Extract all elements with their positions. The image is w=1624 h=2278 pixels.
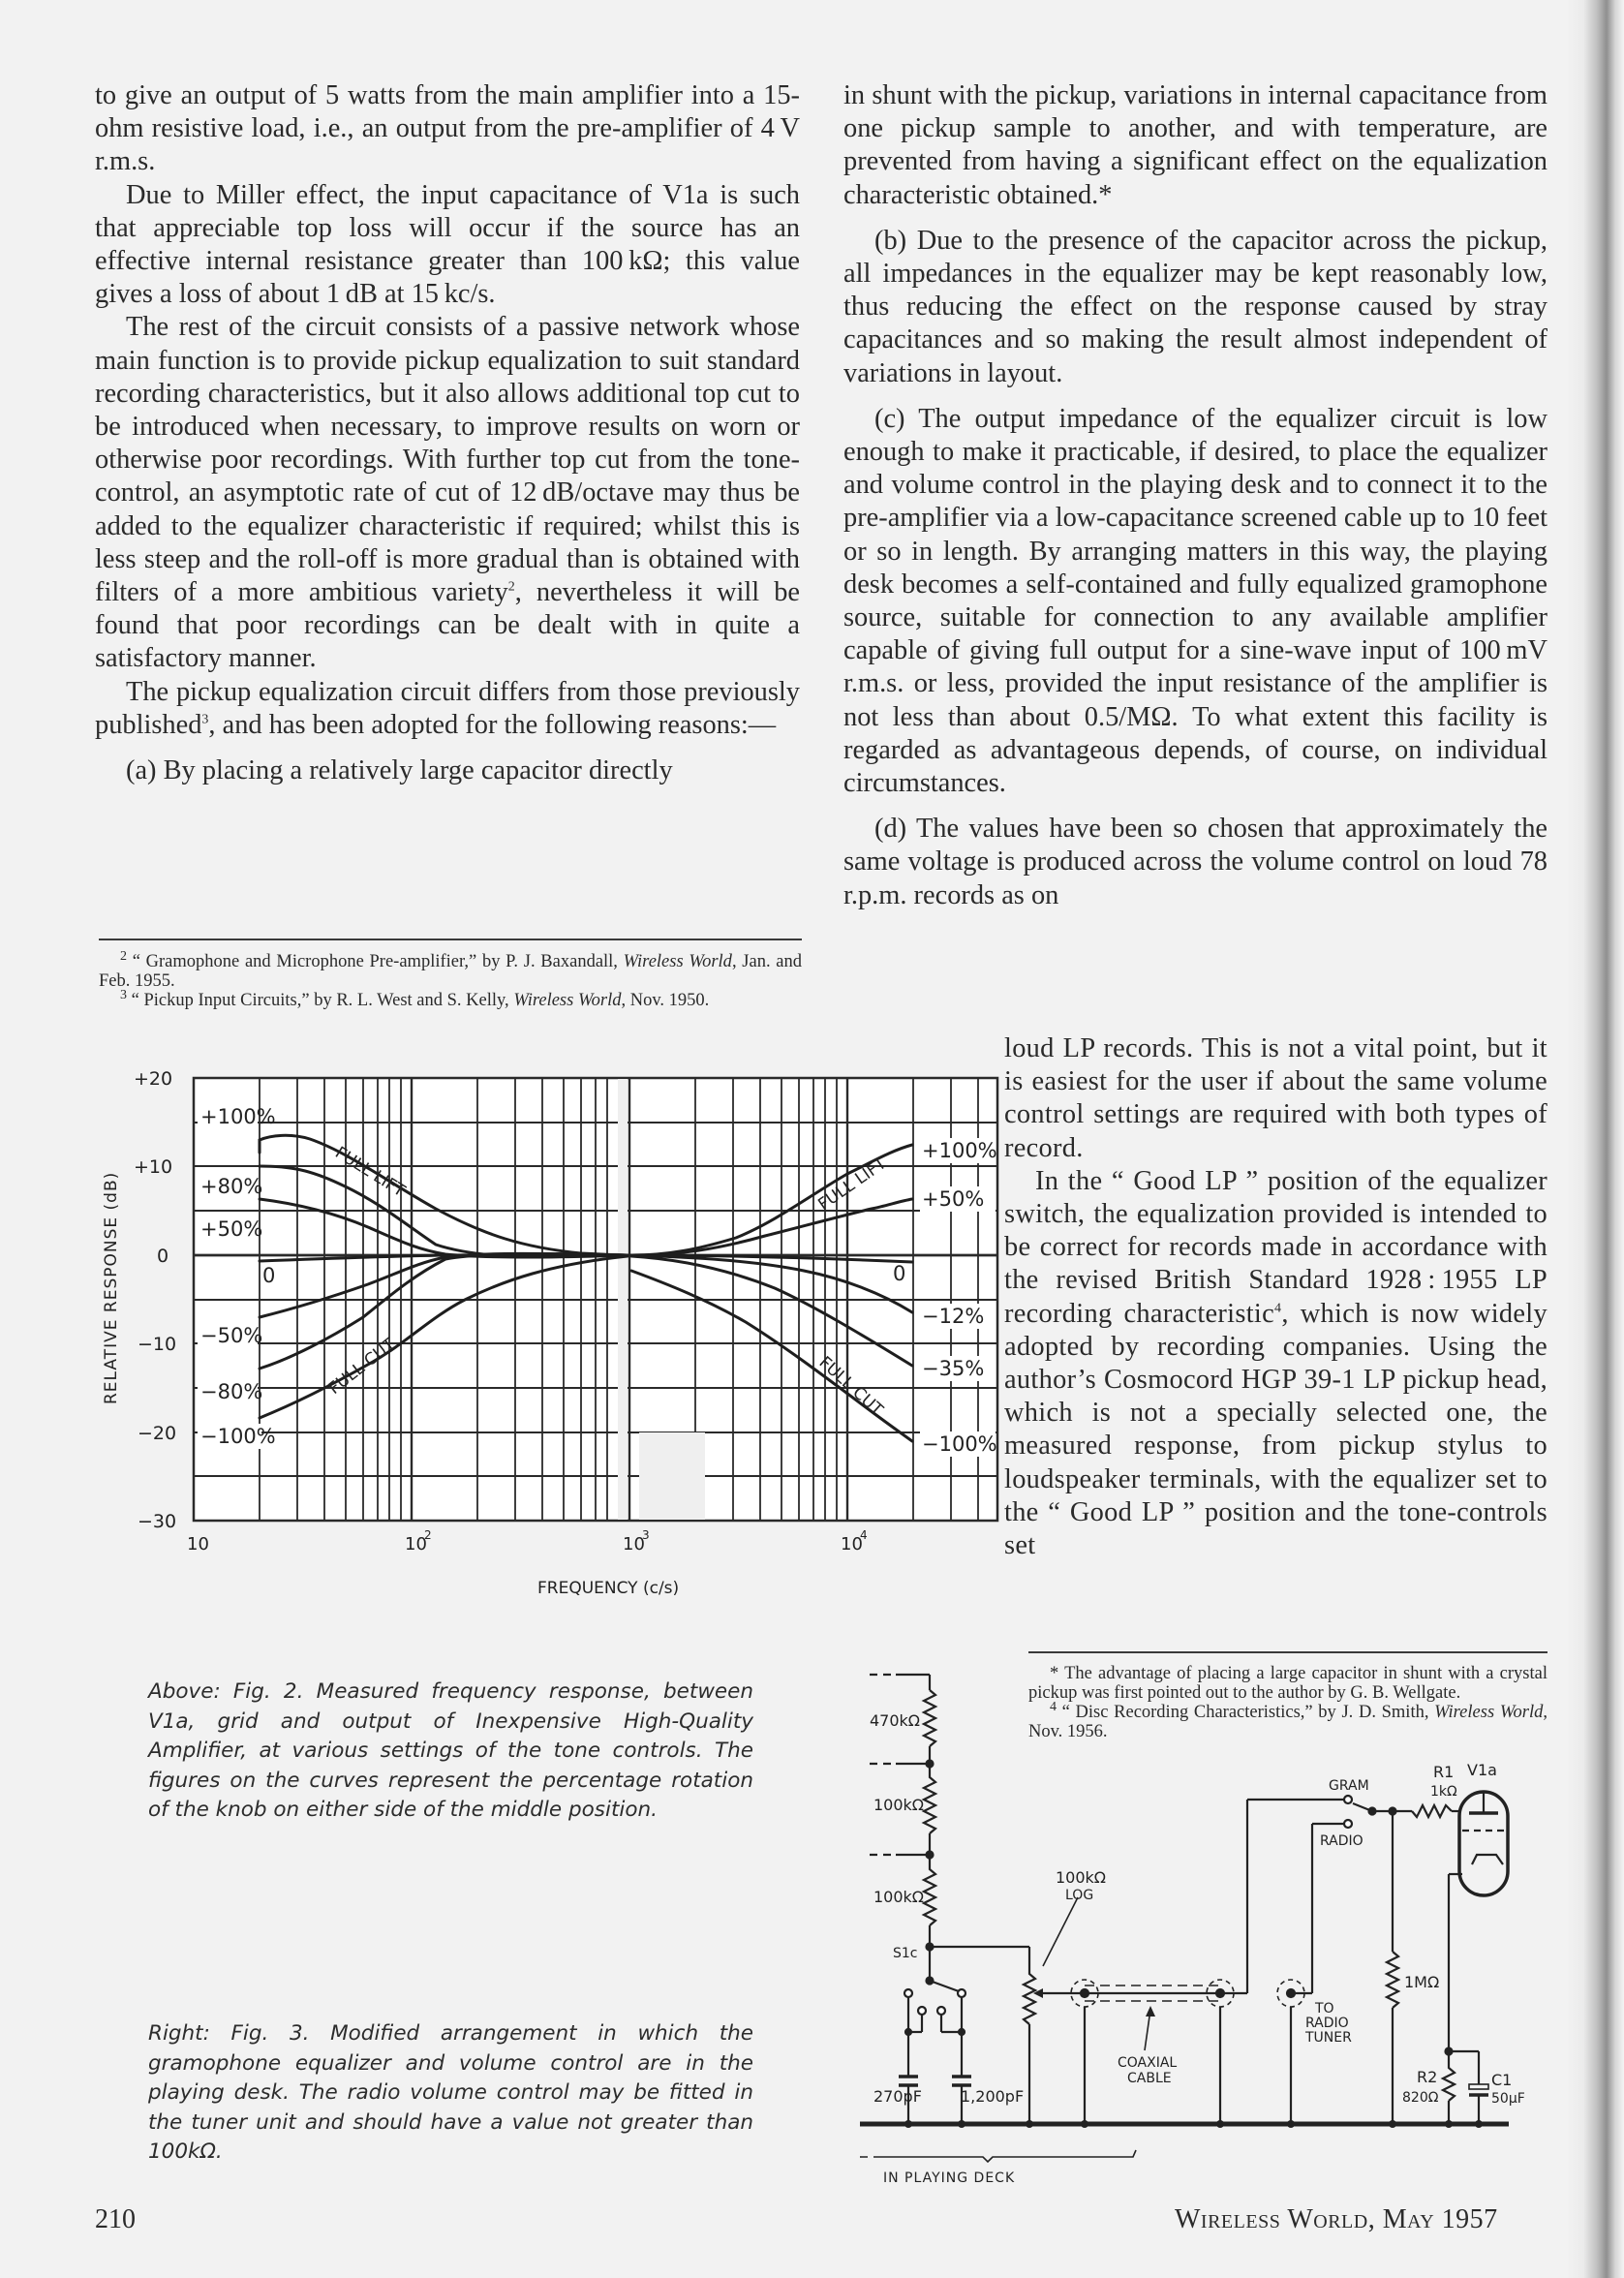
- annotation-full-lift-treble: FULL LIFT: [814, 1154, 891, 1216]
- label-to-radio: RADIO: [1305, 2016, 1349, 2031]
- paragraph: (d) The values have been so chosen that approximately the same voltage is produced across the volume control on loud 78 r.p.m. records as on: [843, 814, 1547, 910]
- switch-s1c-blade: [930, 1981, 959, 1991]
- label-c1: C1: [1491, 2071, 1513, 2089]
- annotation-full-cut-bass: FULL CUT: [324, 1335, 400, 1399]
- figure-3-caption: Right: Fig. 3. Modified arrangement in which the gramophone equalizer and volume control are in the playing desk. The radio volume control may be fitted in the tuner unit and should have a value not greater than 100kΩ.: [148, 2021, 753, 2164]
- label-s1c: S1c: [893, 1946, 918, 1961]
- label-r2-value: 820Ω: [1402, 2090, 1439, 2106]
- annotation-full-lift-bass: FULL LIFT: [331, 1143, 409, 1202]
- page-number: 210: [95, 2204, 136, 2234]
- label-100k-b: 100kΩ: [873, 1888, 925, 1906]
- label-coaxial: COAXIAL: [1118, 2055, 1178, 2071]
- footnote-star: * The advantage of placing a large capacitor in shunt with a crystal pickup was first pointed out to the author by G. B. Wellgate.: [1028, 1664, 1547, 1703]
- switch-contact: [904, 1989, 912, 1997]
- label-pot: 100kΩ: [1056, 1868, 1107, 1887]
- label-to: TO: [1315, 2001, 1334, 2016]
- svg-text:0: 0: [157, 1246, 169, 1267]
- figure-2-caption: Above: Fig. 2. Measured frequency response, between V1a, grid and output of Inexpensive High-Quality Amplifier, at various settings of the tone controls. The figures on the curves represent the percentage rotation of the knob on either side of the middle position.: [148, 1679, 753, 1822]
- paragraph: to give an output of 5 watts from the main amplifier into a 15-ohm resistive load, i.e., an output from the pre-amplifier of 4 V r.m.s.: [95, 80, 800, 177]
- svg-text:+20: +20: [134, 1068, 173, 1090]
- label-cable: CABLE: [1127, 2071, 1172, 2086]
- paragraph: (b) Due to the presence of the capacitor across the pickup, all impedances in the equalizer may be kept reasonably low, thus reducing the effect on the response caused by stray capacitances and so making the result almost independent of variations in layout.: [843, 225, 1547, 388]
- switch-contact: [937, 2007, 945, 2015]
- footnote-2: $^2$ “ Gramophone and Microphone Pre-amplifier,” by P. J. Baxandall, Wireless World, Jan. and Feb. 1955.: [99, 948, 802, 991]
- x-axis-ticks: [187, 1528, 868, 1555]
- paragraph: The pickup equalization circuit differs from those previously published$^3$, and has been adopted for the following reasons:—: [95, 676, 800, 740]
- label-treble-minus12: −12%: [922, 1305, 985, 1328]
- svg-text:10: 10: [187, 1534, 209, 1555]
- label-bass-minus50: −50%: [200, 1324, 263, 1347]
- x-axis-label: FREQUENCY (c/s): [537, 1579, 680, 1598]
- circuit-wires: [860, 1675, 1509, 2189]
- page-binding-shadow: [1566, 0, 1624, 2278]
- svg-text:4: 4: [860, 1528, 868, 1542]
- caption-lead: Right: Fig. 3.: [148, 2021, 310, 2046]
- paragraph: loud LP records. This is not a vital point, but it is easiest for the user if about the same volume control settings are required with both types of record.: [1004, 1033, 1547, 1163]
- label-in-playing-deck: IN PLAYING DECK: [883, 2170, 1016, 2186]
- svg-text:−10: −10: [138, 1334, 177, 1355]
- switch-contact: [918, 2007, 926, 2015]
- paragraph: In the “ Good LP ” position of the equalizer switch, the equalization provided is intended to be correct for records made in accordance with the revised British Standard 1928 : 1955 LP recording characteristic$^4$, which is now widely adopted by recording companies. Using the author’s Cosmocord HGP 39-1 LP pickup head, which is not a specially selected one, the measured response, from pickup stylus to loudspeaker terminals, with the equalizer set to the “ Good LP ” position and the tone-controls set: [1004, 1165, 1547, 1561]
- resistor-r2: [1443, 2051, 1455, 2101]
- resistor-r1: [1412, 1805, 1452, 1817]
- circuit-labels: [870, 1711, 1525, 2186]
- volume-potentiometer: [1024, 1966, 1035, 2024]
- y-axis-ticks: [134, 1068, 176, 1532]
- left-footnotes: [99, 948, 802, 1010]
- resistor-100k-b: [924, 1855, 935, 1925]
- switch-contact: [958, 1989, 965, 1997]
- label-treble-plus50: +50%: [922, 1187, 985, 1211]
- label-bass-0: 0: [262, 1264, 276, 1287]
- label-treble-minus35: −35%: [922, 1357, 985, 1380]
- annotation-full-cut-treble: FULL CUT: [814, 1352, 887, 1421]
- footnote-ref: 4: [1274, 1301, 1282, 1316]
- left-column: [95, 79, 800, 787]
- footnote-4: $^4$ “ Disc Recording Characteristics,” by J. D. Smith, Wireless World, Nov. 1956.: [1028, 1699, 1547, 1741]
- footnote-3: $^3$ “ Pickup Input Circuits,” by R. L. West and S. Kelly, Wireless World, Nov. 1950.: [120, 987, 710, 1010]
- paragraph: The rest of the circuit consists of a passive network whose main function is to provide pickup equalization to suit standard recording characteristics, but it also allows additional top cut to be introduced when necessary, to improve results on worn or otherwise poor recordings. With further top cut from the tone-control, an asymptotic rate of cut of 12 dB/octave may thus be added to the equalizer characteristic if required; whilst this is less steep and the roll-off is more gradual than is obtained with filters of a more ambitious variety$^2$, nevertheless it will be found that poor recordings can be dealt with in quite a satisfactory manner.: [95, 312, 801, 674]
- label-pot-log: LOG: [1065, 1888, 1094, 1903]
- footnote-ref: 2: [507, 579, 515, 595]
- capacitor-c1: [1469, 2084, 1488, 2089]
- svg-text:2: 2: [424, 1528, 432, 1542]
- paragraph: Due to Miller effect, the input capacitance of V1a is such that appreciable top loss will occur if the source has an effective internal resistance greater than 100 kΩ; this value gives a loss of about 1 dB at 15 kc/s.: [95, 179, 800, 310]
- paragraph: (c) The output impedance of the equalizer circuit is low enough to make it practicable, if desired, to place the equalizer and volume control in the playing desk and to connect it to the pre-amplifier via a low-capacitance screened cable up to 10 feet or so in length. By arranging matters in this way, the playing desk becomes a self-contained and fully equalized gramophone source, suitable for connection to any available amplifier capable of giving full output for a sine-wave input of 100 mV r.m.s. or less, provided the input resistance of the amplifier is not less than about 0.5/MΩ. To what extent this facility is regarded as advantageous depends, of course, on individual circumstances.: [843, 403, 1547, 799]
- label-bass-plus50: +50%: [200, 1217, 263, 1241]
- label-gram: GRAM: [1329, 1778, 1369, 1794]
- svg-text:−30: −30: [138, 1511, 177, 1532]
- label-bass-plus100: +100%: [200, 1105, 276, 1128]
- right-column-narrow: [1004, 1032, 1547, 1562]
- label-bass-plus80: +80%: [200, 1175, 263, 1198]
- label-treble-plus100: +100%: [922, 1139, 997, 1162]
- label-bass-minus80: −80%: [200, 1380, 263, 1403]
- label-radio: RADIO: [1320, 1833, 1364, 1849]
- chart-grid: [194, 1078, 997, 1521]
- svg-text:10: 10: [623, 1534, 645, 1555]
- resistor-1m: [1387, 1952, 1398, 2008]
- paragraph: in shunt with the pickup, variations in internal capacitance from one pickup sample to another, and with temperature, are prevented from having a significant effect on the equalization characteristic obtained.*: [843, 80, 1547, 210]
- pot-pointer-arrow: [1043, 1897, 1078, 1966]
- label-470k: 470kΩ: [870, 1711, 921, 1730]
- label-treble-0: 0: [893, 1262, 906, 1285]
- label-100k-a: 100kΩ: [873, 1796, 925, 1814]
- label-1m: 1MΩ: [1404, 1973, 1440, 1991]
- svg-text:−20: −20: [138, 1423, 177, 1444]
- footnote-divider: [99, 939, 802, 940]
- label-bass-minus100: −100%: [200, 1425, 276, 1448]
- svg-text:+10: +10: [134, 1156, 173, 1178]
- label-tuner: TUNER: [1305, 2030, 1352, 2046]
- label-c1-value: 50μF: [1491, 2091, 1525, 2107]
- valve-cathode: [1472, 1855, 1503, 1864]
- frequency-response-chart: [97, 1056, 1017, 1637]
- label-r1: R1: [1433, 1763, 1455, 1781]
- svg-text:10: 10: [405, 1534, 427, 1555]
- label-r1-value: 1kΩ: [1430, 1784, 1457, 1800]
- svg-text:3: 3: [642, 1528, 650, 1542]
- caption-lead: Above: Fig. 2.: [148, 1679, 304, 1704]
- resistor-470k: [924, 1690, 935, 1746]
- resistor-100k-a: [924, 1764, 935, 1833]
- label-valve: V1a: [1467, 1761, 1497, 1779]
- label-1200pf: 1,200pF: [961, 2087, 1025, 2106]
- circuit-diagram: [852, 1647, 1549, 2189]
- label-r2: R2: [1417, 2068, 1438, 2086]
- label-270pf: 270pF: [873, 2087, 922, 2106]
- svg-text:10: 10: [841, 1534, 863, 1555]
- y-axis-label: RELATIVE RESPONSE (dB): [102, 1171, 121, 1404]
- right-column: [843, 79, 1547, 912]
- footnote-ref: 3: [201, 712, 209, 727]
- playing-deck-bracket: [881, 2150, 1136, 2162]
- running-footer: Wireless World, May 1957: [1175, 2204, 1498, 2234]
- paragraph: (a) By placing a relatively large capacitor directly: [126, 755, 673, 786]
- label-treble-minus100: −100%: [922, 1432, 997, 1456]
